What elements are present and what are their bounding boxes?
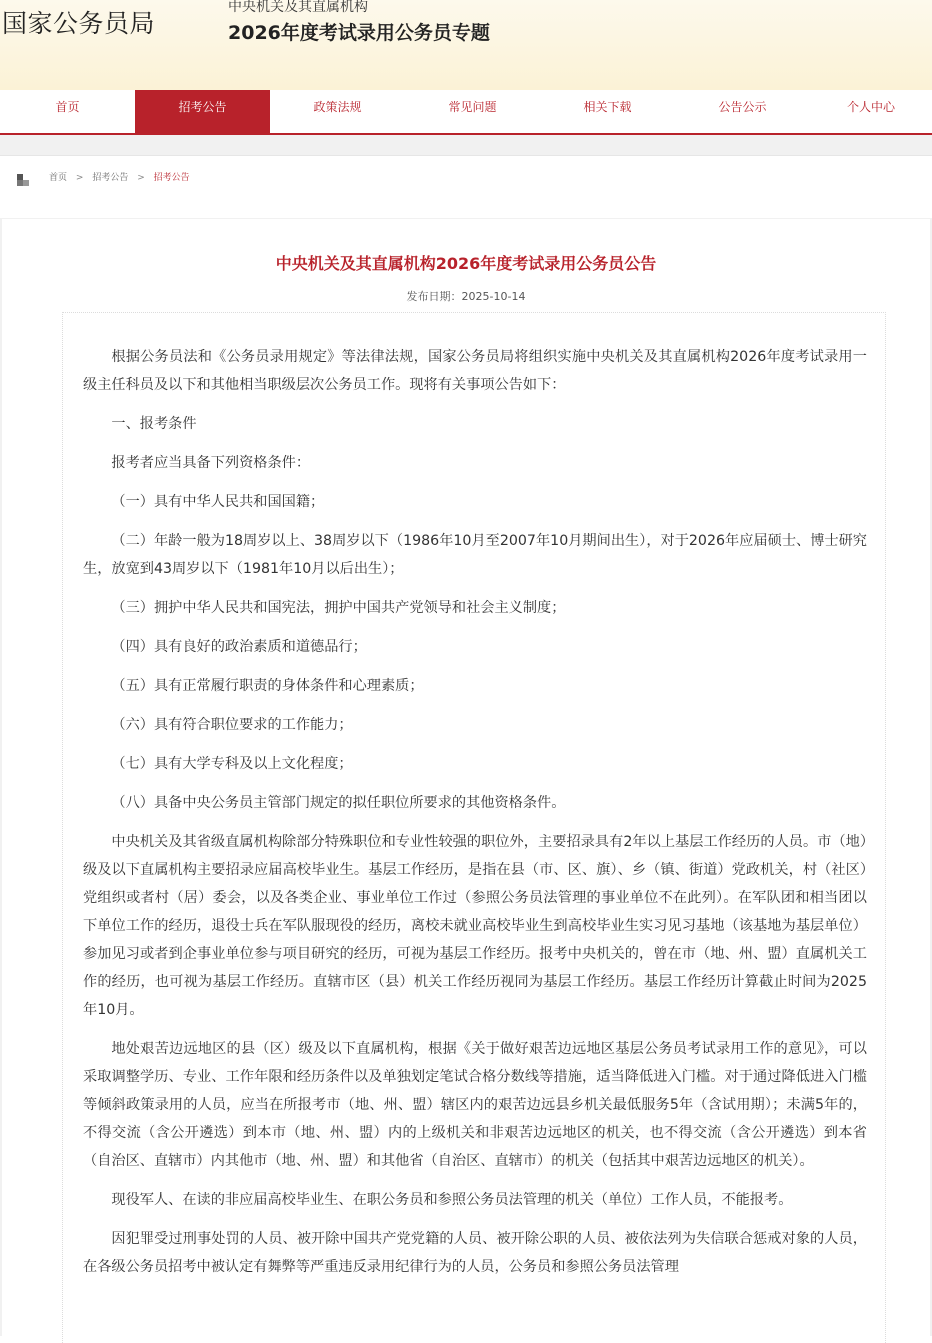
breadcrumb-separator: > <box>137 173 145 183</box>
site-logo-text[interactable]: 国家公务员局 <box>2 9 156 38</box>
breadcrumb-container <box>0 155 932 218</box>
breadcrumb-band <box>0 135 932 219</box>
sub-org-label: 中央机关及其直属机构 <box>228 0 368 15</box>
list-item: （三）拥护中华人民共和国宪法，拥护中国共产党领导和社会主义制度； <box>111 600 566 616</box>
nav-item-home[interactable]: 首页 <box>55 100 80 114</box>
list-item: （一）具有中华人民共和国国籍； <box>111 494 325 510</box>
list-item: （五）具有正常履行职责的身体条件和心理素质； <box>111 678 424 694</box>
list-item: （六）具有符合职位要求的工作能力； <box>111 717 353 733</box>
article <box>2 219 930 1336</box>
nav-item-faq[interactable]: 常见问题 <box>448 100 497 114</box>
location-icon <box>17 174 29 186</box>
breadcrumb-current[interactable]: 招考公告 <box>153 173 190 183</box>
breadcrumb-separator: > <box>75 173 84 183</box>
publish-date <box>2 288 930 304</box>
list-item: （四）具有良好的政治素质和道德品行； <box>111 639 367 655</box>
nav-item-announcements[interactable]: 招考公告 <box>135 90 270 133</box>
paragraph: 现役军人、在读的非应届高校毕业生、在职公务员和参照公务员法管理的机关（单位）工作人员，不能报考。 <box>111 1192 793 1208</box>
list-item: （七）具有大学专科及以上文化程度； <box>111 756 353 772</box>
breadcrumb-home[interactable]: 首页 <box>49 173 68 183</box>
nav-item-downloads[interactable]: 相关下载 <box>583 100 632 114</box>
article-title: 中央机关及其直属机构2026年度考试录用公务员公告 <box>275 254 657 273</box>
breadcrumb <box>49 170 190 183</box>
main-nav <box>0 90 932 135</box>
nav-item-policies[interactable]: 政策法规 <box>313 100 362 114</box>
list-item: （八）具备中央公务员主管部门规定的拟任职位所要求的其他资格条件。 <box>111 795 566 811</box>
paragraph-intro: 根据公务员法和《公务员录用规定》等法律法规，国家公务员局将组织实施中央机关及其直属机构2026年度考试录用一级主任科员及以下和其他相当职级层次公务员工作。现将有关事项公告如下： <box>83 349 867 393</box>
paragraph: 因犯罪受过刑事处罚的人员、被开除中国共产党党籍的人员、被开除公职的人员、被依法列为失信联合惩戒对象的人员，在各级公务员招考中被认定有舞弊等严重违反录用纪律行为的人员，公务员和参照公务员法管理 <box>83 1231 867 1275</box>
article-band <box>0 219 932 1336</box>
publish-date-label: 发布日期： <box>406 290 462 303</box>
section-heading: 一、报考条件 <box>111 416 197 432</box>
paragraph: 中央机关及其省级直属机构除部分特殊职位和专业性较强的职位外，主要招录具有2年以上基层工作经历的人员。市（地）级及以下直属机构主要招录应届高校毕业生。基层工作经历，是指在县（市、区、旗）、乡（镇、街道）党政机关，村（社区）党组织或者村（居）委会，以及各类企业、事业单位工作过（参照公务员法管理的事业单位不在此列）。在军队团和相当团以下单位工作的经历，退役士兵在军队服现役的经历，离校未就业高校毕业生到高校毕业生实习见习基地（该基地为基层单位）参加见习或者到企事业单位参与项目研究的经历，可视为基层工作经历。报考中央机关的，曾在市（地、州、盟）直属机关工作的经历，也可视为基层工作经历。直辖市区（县）机关工作经历视同为基层工作经历。基层工作经历计算截止时间为2025年10月。 <box>83 834 867 1018</box>
breadcrumb-section[interactable]: 招考公告 <box>92 173 129 183</box>
article-body-frame <box>62 312 886 1343</box>
publish-date-value: 2025-10-14 <box>461 290 526 303</box>
nav-item-personal-center[interactable]: 个人中心 <box>846 100 895 114</box>
article-body <box>83 343 867 1292</box>
paragraph: 地处艰苦边远地区的县（区）级及以下直属机构，根据《关于做好艰苦边远地区基层公务员考试录用工作的意见》，可以采取调整学历、专业、工作年限和经历条件以及单独划定笔试合格分数线等措施，适当降低进入门槛。对于通过降低进入门槛等倾斜政策录用的人员，应当在所报考市（地、州、盟）辖区内的艰苦边远县乡机关最低服务5年（含试用期）；未满5年的，不得交流（含公开遴选）到本市（地、州、盟）内的上级机关和非艰苦边远地区的机关，也不得交流（含公开遴选）到本省（自治区、直辖市）内其他市（地、州、盟）和其他省（自治区、直辖市）的机关（包括其中艰苦边远地区的机关）。 <box>83 1041 867 1169</box>
site-header <box>0 0 932 90</box>
topic-title: 2026年度考试录用公务员专题 <box>228 22 490 44</box>
list-item: （二）年龄一般为18周岁以上、38周岁以下（1986年10月至2007年10月期间出生），对于2026年应届硕士、博士研究生，放宽到43周岁以下（1981年10月以后出生）； <box>83 533 867 577</box>
paragraph: 报考者应当具备下列资格条件： <box>111 455 311 471</box>
nav-item-notices[interactable]: 公告公示 <box>718 100 767 114</box>
